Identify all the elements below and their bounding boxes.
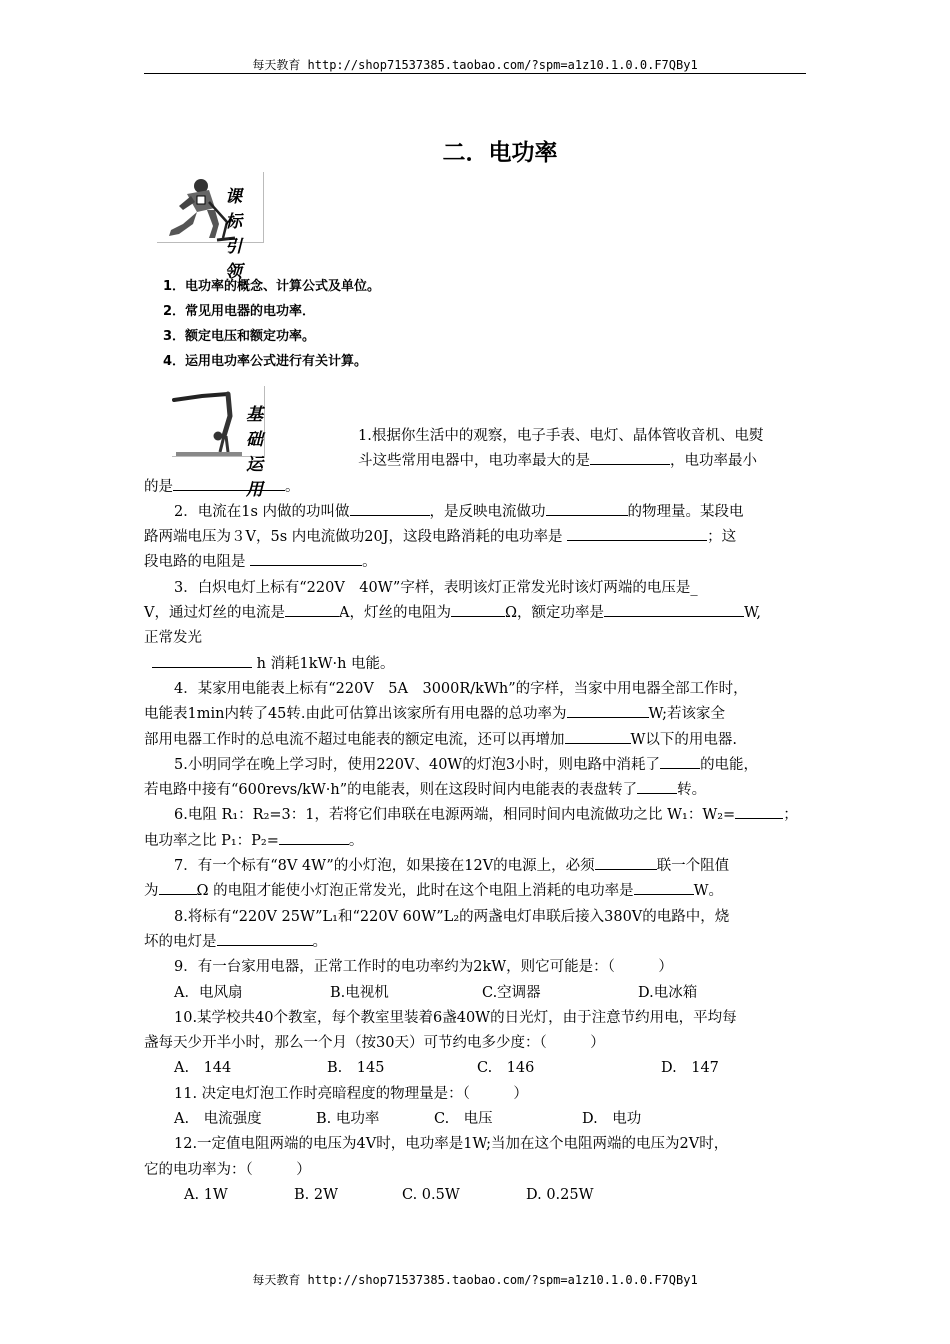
objective-item: 4．运用电功率公式进行有关计算。 <box>163 354 368 369</box>
question-6: 6.电阻 R₁：R₂=3：1，若将它们串联在电源两端，相同时间内电流做功之比 W₁：W₂= ； <box>144 803 810 828</box>
question-5: 5.小明同学在晚上学习时，使用220V、40W的灯泡3小时，则电路中消耗了 的电能， <box>144 753 810 778</box>
question-7: 7．有一个标有“8V 4W”的小灯泡，如果接在12V的电源上，必须 联一个阻值 <box>144 854 810 879</box>
option-a[interactable]: A. 144 <box>174 1060 232 1077</box>
answer-blank[interactable] <box>590 450 670 465</box>
question-11-options <box>144 1107 810 1132</box>
answer-blank[interactable] <box>217 931 313 946</box>
answer-blank[interactable] <box>546 501 628 516</box>
answer-blank[interactable] <box>565 729 631 744</box>
question-8: 8.将标有“220V 25W”L₁和“220V 60W”L₂的两盏电灯串联后接入380V的电路中，烧 <box>174 908 730 925</box>
section-label-curriculum: 课标引领 <box>225 187 245 282</box>
question-9-options <box>144 981 810 1006</box>
section-banner-curriculum <box>157 172 264 282</box>
option-c[interactable]: C. 146 <box>477 1060 535 1077</box>
answer-blank[interactable] <box>279 830 349 845</box>
question-4: 4．某家用电能表上标有“220V 5A 3000R/kWh”的字样，当家中用电器全部工作时， <box>174 680 748 697</box>
section-label-basics: 基础运用 <box>246 405 266 500</box>
page-title: 二．电功率 <box>442 140 558 166</box>
answer-blank[interactable] <box>567 703 649 718</box>
answer-blank[interactable] <box>567 526 707 541</box>
objective-item: 2．常见用电器的电功率． <box>163 304 316 319</box>
answer-blank[interactable] <box>637 779 677 794</box>
header-rule <box>144 73 806 74</box>
objective-item: 3．额定电压和额定功率。 <box>163 329 316 344</box>
question-11: 11. 决定电灯泡工作时亮暗程度的物理量是：（ ） <box>174 1085 528 1102</box>
question-2: 2．电流在1s 内做的功叫做 ，是反映电流做功 的物理量。某段电 <box>144 500 810 525</box>
answer-blank[interactable] <box>634 880 694 895</box>
page-footer: 每天教育 http://shop71537385.taobao.com/?spm=a1z10.1.0.0.F7QBy1 <box>252 1273 698 1287</box>
question-10-options <box>144 1056 810 1081</box>
option-a[interactable]: A．电风扇 <box>174 984 243 1001</box>
answer-blank[interactable] <box>595 855 657 870</box>
question-9: 9．有一台家用电器，正常工作时的电功率约为2kW，则它可能是：（ ） <box>174 959 673 976</box>
option-a[interactable]: A. 1W <box>184 1186 228 1203</box>
option-b[interactable]: B. 2W <box>294 1186 339 1203</box>
questions: 1.根据你生活中的观察，电子手表、电灯、晶体管收音机、电熨 斗这些常用电器中，电功率最大的是 ，电功率最小 的是 。 2．电流在1s 内做的功叫做 ，是反映电流做功 的物理量。某段电 路两端电压为３V，5s 内电流做功20J，这段电路消耗的电功率是 ；这 段电路的电阻是 。 3．白炽电灯上标有“220V 40W”字样，表明该灯正常发光时该灯两端的电压是_ V，通过灯丝的电流是 A，灯丝的电阻为 Ω，额定功率是 W, 正常发光 h 消耗1kW·h 电能。 4．某家用电能表上标有“220V 5A 3000R/kWh”的字样，当家中用电器全部工作时， 电能表1min内转了45转.由此可估算出该家所有用电器的总功率为 W;若该家全 部用电器工作时的总电流不超过电能表的额定电流，还可以再增加 W以下的用电器. 5.小明同学在晚上学习时，使用220V、40W的灯泡3小时，则电路中消耗了 的电能， 若电路中接有“600revs/kW·h”的电能表，则在这段时间内电能表的表盘转了 转。 6.电阻 R₁：R₂=3：1，若将它们串联在电源两端，相同时间内电流做功之比 W₁：W₂= ； 电功率之比 P₁：P₂= 。 7．有一个标有“8V 4W”的小灯泡，如果接在12V的电源上，必须 联一个阻值 为 Ω 的电阻才能使小灯泡正常发光，此时在这个电阻上消耗的电功率是 W。 8.将标有“220V 25W”L₁和“220V 60W”L₂的两盏电灯串联后接入380V的电路中，烧 坏的电灯是 。 9．有一台家用电器，正常工作时的电功率约为2kW，则它可能是：（ ） A．电风扇 B.电视机 C.空调器 D.电冰箱 10.某学校共40个教室，每个教室里装着6盏40W的日光灯，由于注意节约用电，平均每 盏每天少开半小时，那么一个月（按30天）可节约电多少度：（ ） A. 144 B. 145 C. 146 D. 147 11. 决定电灯泡工作时亮暗程度的物理量是：（ ） A. 电流强度 B. 电功率 C. 电压 D. 电功 12.一定值电阻两端的电压为4V时，电功率是1W;当加在这个电阻两端的电压为2V时， 它的电功率为：（ ） A. 1W B. 2W C. 0.5W D. 0.25W <box>144 424 810 1208</box>
option-d[interactable]: D. 147 <box>661 1060 719 1077</box>
option-b[interactable]: B. 电功率 <box>316 1111 380 1128</box>
option-c[interactable]: C. 0.5W <box>402 1186 460 1203</box>
objective-item: 1．电功率的概念、计算公式及单位。 <box>163 279 381 294</box>
answer-blank[interactable] <box>451 602 505 617</box>
answer-blank[interactable] <box>604 602 744 617</box>
question-10: 10.某学校共40个教室，每个教室里装着6盏40W的日光灯，由于注意节约用电，平均每 <box>174 1009 737 1026</box>
answer-blank[interactable] <box>159 880 197 895</box>
answer-blank[interactable] <box>152 653 252 668</box>
option-d[interactable]: D. 0.25W <box>526 1186 594 1203</box>
question-1: 1.根据你生活中的观察，电子手表、电灯、晶体管收音机、电熨 <box>358 428 764 444</box>
page-header: 每天教育 http://shop71537385.taobao.com/?spm=a1z10.1.0.0.F7QBy1 <box>252 58 698 72</box>
option-b[interactable]: B.电视机 <box>330 984 389 1001</box>
question-3: 3．白炽电灯上标有“220V 40W”字样，表明该灯正常发光时该灯两端的电压是_ <box>174 579 698 596</box>
question-12: 12.一定值电阻两端的电压为4V时，电功率是1W;当加在这个电阻两端的电压为2V时， <box>174 1136 729 1153</box>
answer-blank[interactable] <box>250 551 362 566</box>
answer-blank[interactable] <box>350 501 430 516</box>
option-c[interactable]: C. 电压 <box>434 1111 493 1128</box>
answer-blank[interactable] <box>660 754 700 769</box>
option-d[interactable]: D. 电功 <box>582 1111 642 1128</box>
objectives-list <box>163 275 380 375</box>
option-c[interactable]: C.空调器 <box>482 984 541 1001</box>
answer-blank[interactable] <box>173 476 285 491</box>
answer-blank[interactable] <box>285 602 339 617</box>
question-12-options <box>144 1183 810 1208</box>
option-d[interactable]: D.电冰箱 <box>638 984 698 1001</box>
answer-blank[interactable] <box>735 804 783 819</box>
option-a[interactable]: A. 电流强度 <box>174 1111 262 1128</box>
option-b[interactable]: B. 145 <box>327 1060 385 1077</box>
